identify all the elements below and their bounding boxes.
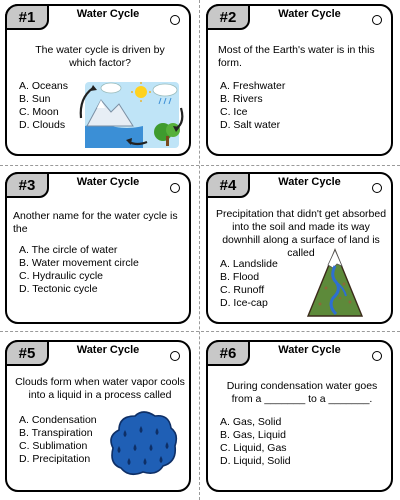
- card-title: Water Cycle: [278, 344, 341, 356]
- punch-hole-icon: [170, 183, 180, 193]
- answer-options: [220, 80, 285, 132]
- card-title: Water Cycle: [76, 8, 140, 20]
- card-number-tab: #6: [206, 340, 250, 366]
- punch-hole-icon: [372, 183, 382, 193]
- option-b: B. Sun: [19, 93, 51, 105]
- option-b: B. Rivers: [220, 93, 263, 105]
- answer-options: [19, 244, 139, 296]
- task-card-3: [5, 172, 191, 324]
- card-number-tab: #2: [206, 4, 250, 30]
- answer-options: [220, 416, 291, 468]
- option-d: D. Precipitation: [19, 453, 91, 465]
- card-number-tab: #1: [5, 4, 49, 30]
- cut-line-horizontal: [0, 331, 400, 332]
- card-title: Water Cycle: [278, 8, 341, 20]
- option-c: C. Liquid, Gas: [220, 442, 287, 454]
- option-b: B. Flood: [220, 271, 260, 283]
- punch-hole-icon: [170, 351, 180, 361]
- option-a: A. Oceans: [19, 80, 69, 92]
- task-card-1: [5, 4, 191, 156]
- water-cycle-diagram-icon: [77, 78, 187, 152]
- option-d: D. Ice-cap: [220, 297, 268, 309]
- option-a: A. Gas, Solid: [220, 416, 282, 428]
- punch-hole-icon: [170, 15, 180, 25]
- question-text: Precipitation that didn't get absorbed into the soil and made its way downhill along a surface of land is called: [215, 208, 387, 259]
- option-c: C. Ice: [220, 106, 248, 118]
- question-text: Clouds form when water vapor cools into a liquid in a process called: [15, 376, 185, 401]
- rain-cloud-icon: [107, 408, 179, 478]
- cut-line-vertical: [199, 0, 200, 500]
- card-number-tab: #4: [206, 172, 250, 198]
- question-text: Another name for the water cycle is the: [13, 210, 178, 235]
- punch-hole-icon: [372, 351, 382, 361]
- card-title: Water Cycle: [76, 344, 140, 356]
- option-b: B. Water movement circle: [19, 257, 139, 269]
- task-card-5: [5, 340, 191, 492]
- option-d: D. Clouds: [19, 119, 66, 131]
- card-title: Water Cycle: [76, 176, 140, 188]
- question-text: Most of the Earth's water is in this form.: [218, 44, 375, 69]
- card-number-tab: #3: [5, 172, 49, 198]
- question-text: The water cycle is driven by which factor?: [35, 44, 165, 69]
- option-a: A. Landslide: [220, 258, 278, 270]
- option-a: A. The circle of water: [19, 244, 118, 256]
- card-number-tab: #5: [5, 340, 49, 366]
- option-a: A. Condensation: [19, 414, 97, 426]
- option-c: C. Moon: [19, 106, 59, 118]
- mountain-runoff-icon: [306, 248, 364, 318]
- card-title: Water Cycle: [278, 176, 341, 188]
- answer-options: [19, 80, 68, 132]
- option-d: D. Salt water: [220, 119, 281, 131]
- task-card-6: [206, 340, 393, 492]
- option-c: C. Runoff: [220, 284, 265, 296]
- punch-hole-icon: [372, 15, 382, 25]
- option-d: D. Tectonic cycle: [19, 283, 98, 295]
- option-c: C. Sublimation: [19, 440, 88, 452]
- option-a: A. Freshwater: [220, 80, 286, 92]
- task-card-4: [206, 172, 393, 324]
- option-b: B. Gas, Liquid: [220, 429, 286, 441]
- answer-options: [220, 258, 278, 310]
- option-b: B. Transpiration: [19, 427, 93, 439]
- option-c: C. Hydraulic cycle: [19, 270, 104, 282]
- answer-options: [19, 414, 97, 466]
- option-d: D. Liquid, Solid: [220, 455, 291, 467]
- task-card-2: [206, 4, 393, 156]
- question-text: During condensation water goes from a _______ to a _______.: [226, 380, 378, 405]
- cut-line-horizontal: [0, 165, 400, 166]
